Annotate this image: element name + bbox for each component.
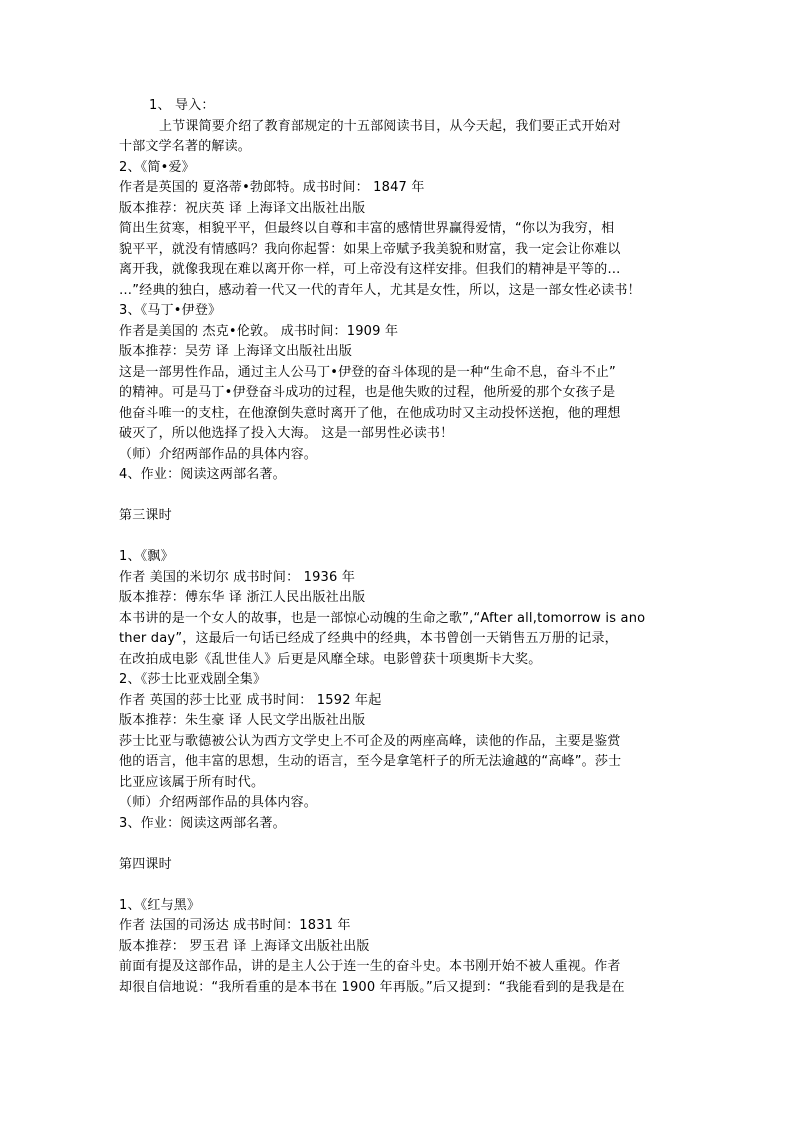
text-line: 本书讲的是一个女人的故事，也是一部惊心动魄的生命之歌”,“After all,tomorrow is ano <box>119 610 646 626</box>
text-line: 作者 法国的司汤达 成书时间：1831 年 <box>119 918 351 933</box>
text-line: 这是一部男性作品，通过主人公马丁•伊登的奋斗体现的是一种“生命不息，奋斗不止” <box>119 364 616 380</box>
text-line: 作者 美国的米切尔 成书时间： 1936 年 <box>119 569 356 585</box>
text-line: 十部文学名著的解读。 <box>119 139 252 154</box>
text-line: 4、作业：阅读这两部名著。 <box>119 467 286 482</box>
text-line: 前面有提及这部作品，讲的是主人公于连一生的奋斗史。本书刚开始不被人重视。作者 <box>119 959 621 974</box>
text-line: 3、作业：阅读这两部名著。 <box>119 815 286 831</box>
text-line: 貌平平，就没有情感吗？我向你起誓：如果上帝赋予我美貌和财富，我一定会让你难以 <box>119 241 621 257</box>
section-heading: 1、《红与黑》 <box>119 897 201 913</box>
text-line: （师）介绍两部作品的具体内容。 <box>119 795 318 810</box>
text-line: 版本推荐：祝庆英 译 上海译文出版社出版 <box>119 200 366 216</box>
text-line: 版本推荐：傅东华 译 浙江人民出版社出版 <box>119 590 366 605</box>
section-heading: 2、《莎士比亚戏剧全集》 <box>119 672 267 687</box>
text-line: 他的语言，他丰富的思想，生动的语言，至今是拿笔杆子的所无法逾越的“高峰”。莎士 <box>119 754 622 769</box>
text-line: 作者是美国的 杰克•伦敦。 成书时间：1909 年 <box>119 323 399 339</box>
text-line: 简出生贫寒，相貌平平，但最终以自尊和丰富的感情世界赢得爱情，“你以为我穷，相 <box>119 221 615 236</box>
text-line: 版本推荐：吴劳 译 上海译文出版社出版 <box>119 344 353 359</box>
text-line: 莎士比亚与歌德被公认为西方文学史上不可企及的两座高峰，读他的作品，主要是鉴赏 <box>119 733 621 749</box>
section-heading: 2、《简•爱》 <box>119 159 195 175</box>
blank-line <box>119 486 689 507</box>
text-line: 作者 英国的莎士比亚 成书时间： 1592 年起 <box>119 692 382 708</box>
text-line: 上节课简要介绍了教育部规定的十五部阅读书目，从今天起，我们要正式开始对 <box>159 118 622 134</box>
text-line: 版本推荐： 罗玉君 译 上海译文出版社出版 <box>119 938 370 954</box>
lesson-heading: 第四课时 <box>119 856 172 872</box>
text-line: 却很自信地说：“我所看重的是本书在 1900 年再版。”后又提到：“我能看到的是我是在 <box>119 979 625 995</box>
document-body <box>119 96 689 998</box>
lesson-heading: 第三课时 <box>119 508 172 523</box>
blank-line <box>119 527 689 548</box>
text-line: 比亚应该属于所有时代。 <box>119 774 265 790</box>
blank-line <box>119 834 689 855</box>
text-line: （师）介绍两部作品的具体内容。 <box>119 446 318 462</box>
section-heading: 1、《飘》 <box>119 549 174 564</box>
text-line: 在改拍成电影《乱世佳人》后更是风靡全球。电影曾获十项奥斯卡大奖。 <box>119 651 542 667</box>
text-line: 的精神。可是马丁•伊登奋斗成功的过程，也是他失败的过程，他所爱的那个女孩子是 <box>119 385 616 400</box>
section-heading: 3、《马丁•伊登》 <box>119 303 222 318</box>
text-line: 他奋斗唯一的支柱，在他潦倒失意时离开了他，在他成功时又主动投怀送抱，他的理想 <box>119 405 621 421</box>
text-line: 1、 导入： <box>149 98 215 113</box>
text-line: 离开我，就像我现在难以离开你一样，可上帝没有这样安排。但我们的精神是平等的… <box>119 262 621 277</box>
text-line: …”经典的独白，感动着一代又一代的青年人，尤其是女性，所以，这是一部女性必读书！ <box>119 282 641 298</box>
blank-line <box>119 875 689 896</box>
text-line: 作者是英国的 夏洛蒂•勃郎特。成书时间： 1847 年 <box>119 180 425 195</box>
text-line: 破灭了，所以他选择了投入大海。 这是一部男性必读书！ <box>119 426 454 441</box>
text-line: ther day”，这最后一句话已经成了经典中的经典，本书曾创一天销售五万册的记录， <box>119 631 618 646</box>
text-line: 版本推荐：朱生豪 译 人民文学出版社出版 <box>119 713 366 728</box>
